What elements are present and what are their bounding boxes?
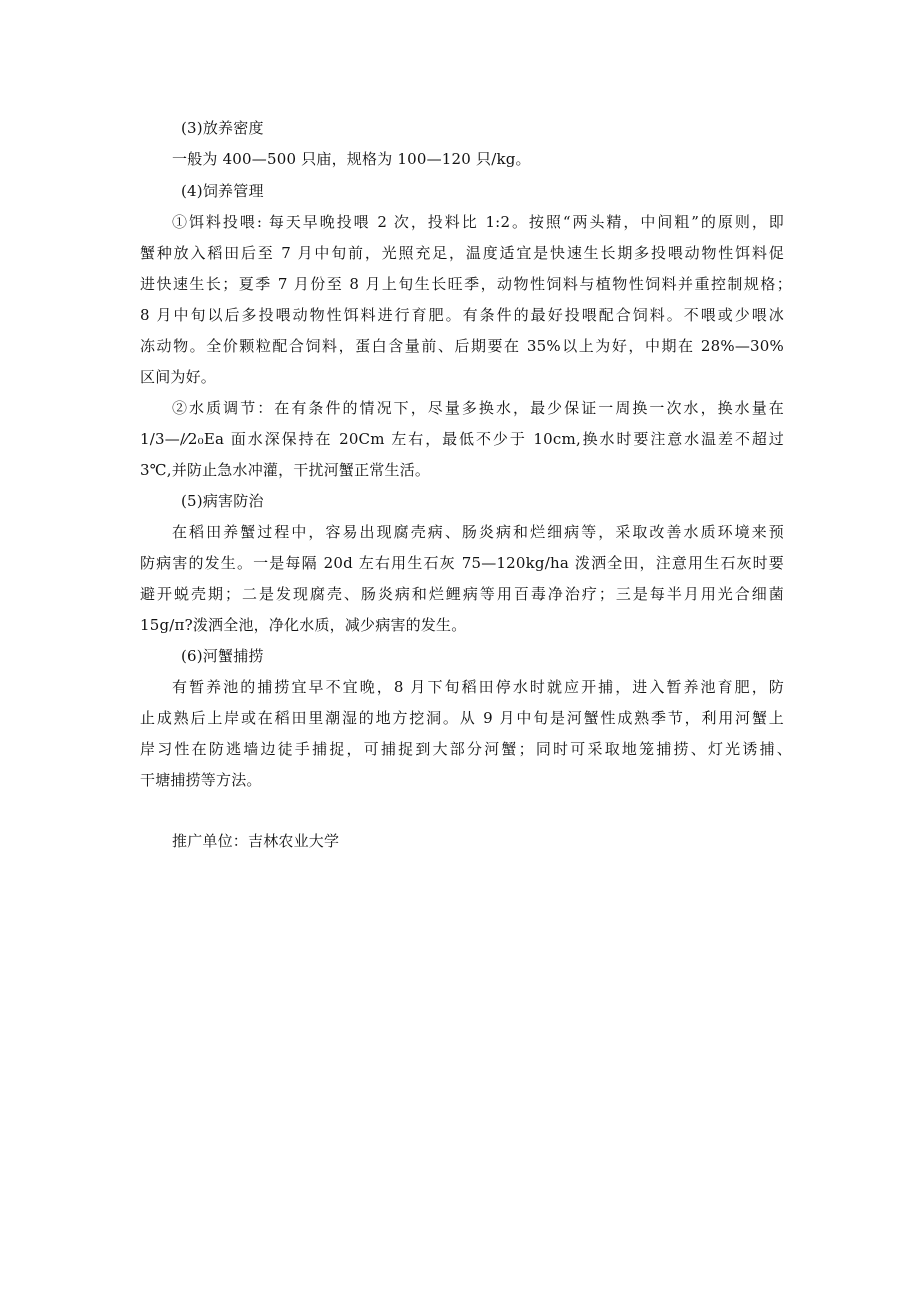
paragraph-line: 在稻田养蟹过程中，容易出现腐壳病、肠炎病和烂细病等，采取改善水质环境来预 <box>172 523 784 541</box>
section-heading-stocking-density: (3)放养密度 <box>181 119 264 137</box>
paragraph-line: 干塘捕捞等方法。 <box>140 771 262 789</box>
paragraph-line: 8 月中旬以后多投喂动物性饵料进行育肥。有条件的最好投喂配合饲料。不喂或少喂冰 <box>140 306 784 324</box>
section-heading-crab-harvesting: (6)河蟹捕捞 <box>181 647 264 665</box>
paragraph-line: 防病害的发生。一是每隔 20d 左右用生石灰 75—120kg/ha 泼洒全田，注意用生石灰时要 <box>140 554 784 572</box>
paragraph-line: 区间为好。 <box>140 368 217 386</box>
paragraph-line: 1/3—∕⁄2₀Ea 面水深保持在 20Cm 左右，最低不少于 10cm,换水时要注意水温差不超过 <box>140 430 784 448</box>
paragraph-line: ②水质调节：在有条件的情况下，尽量多换水，最少保证一周换一次水，换水量在 <box>172 399 784 417</box>
paragraph-line: 一般为 400—500 只庙，规格为 100—120 只/kg。 <box>172 150 531 168</box>
paragraph-line: 避开蜕壳期；二是发现腐壳、肠炎病和烂鲤病等用百毒净治疗；三是每半月用光合细菌 <box>140 585 784 603</box>
paragraph-line: 15g∕π?泼洒全池，净化水质，减少病害的发生。 <box>140 616 467 634</box>
paragraph-line: ①饵料投喂: 每天早晚投喂 2 次，投料比 1:2。按照“两头精，中间粗”的原则，即 <box>172 213 784 231</box>
paragraph-line: 蟹种放入稻田后至 7 月中旬前，光照充足，温度适宜是快速生长期多投喂动物性饵料促 <box>140 244 784 262</box>
promoter-unit: 推广单位：吉林农业大学 <box>172 832 340 850</box>
paragraph-line: 有暂养池的捕捞宜早不宜晚，8 月下旬稻田停水时就应开捕，进入暂养池育肥，防 <box>172 678 784 696</box>
paragraph-line: 止成熟后上岸或在稻田里潮湿的地方挖洞。从 9 月中旬是河蟹性成熟季节，利用河蟹上 <box>140 709 784 727</box>
section-heading-feeding-management: (4)饲养管理 <box>181 182 264 200</box>
section-heading-disease-control: (5)病害防治 <box>181 492 264 510</box>
paragraph-line: 冻动物。全价颗粒配合饲料，蛋白含量前、后期要在 35%以上为好，中期在 28%—30% <box>140 337 784 355</box>
paragraph-line: 3℃,并防止急水冲灌，干扰河蟹正常生活。 <box>140 461 431 479</box>
paragraph-line: 进快速生长；夏季 7 月份至 8 月上旬生长旺季，动物性饲料与植物性饲料并重控制规格； <box>140 275 792 293</box>
paragraph-line: 岸习性在防逃墙边徒手捕捉，可捕捉到大部分河蟹；同时可采取地笼捕捞、灯光诱捕、 <box>140 740 792 758</box>
